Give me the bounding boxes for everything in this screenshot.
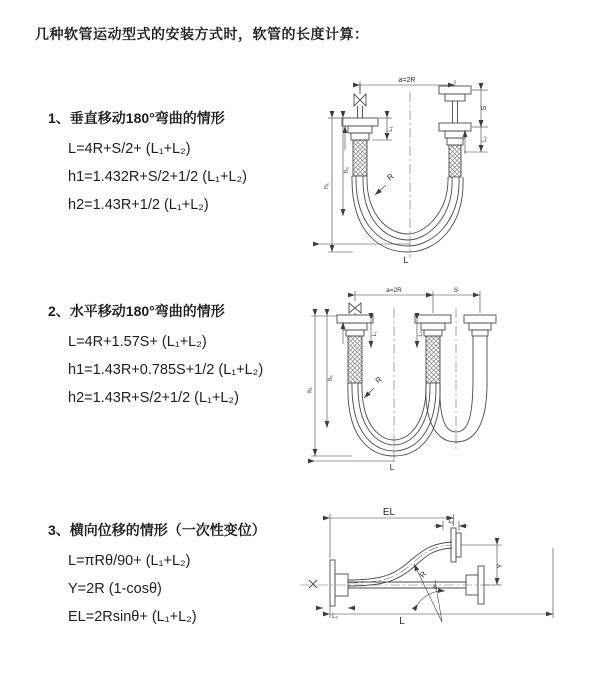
formula-h1: h1=1.432R+S/2+1/2 (L₁+L₂) [68,169,248,185]
angle-label: θ [433,584,437,591]
dim-l1-label: L₁ [448,519,454,525]
hose-assembly [342,84,471,252]
braid-section-left [353,140,367,176]
formula-length: L=πRθ/90+ (L₁+L₂) [68,553,191,569]
length-label: L [399,616,405,627]
dim-el-label: EL [382,507,396,518]
valve-icon [309,580,317,588]
dim-a2r-label: a=2R [398,77,416,84]
dim-h1-label: h₁ [307,387,314,393]
dim-l2-label: L₂ [332,614,338,620]
angle-arc [418,591,445,604]
dimension-lines [316,514,553,618]
radius-label: R [373,374,384,386]
braid-section-right [449,145,461,177]
length-label: L [403,255,409,265]
diagram-horizontal-180 [292,278,600,473]
dimension-lines [311,291,480,461]
valve-icon [354,94,366,106]
section-1-heading: 1、垂直移动180°弯曲的情形 [48,110,225,126]
formula-h2: h2=1.43R+S/2+1/2 (L₁+L₂) [68,390,239,406]
section-horizontal-180 [48,301,313,412]
dim-a2r-label: a=2R [386,287,402,294]
diagram-lateral-displacement [292,490,600,660]
dim-l1-label: L₁ [388,126,394,132]
section-2-heading: 2、水平移动180°弯曲的情形 [48,303,225,319]
formula-length: L=4R+1.57S+ (L₁+L₂) [68,334,207,350]
section-lateral-displacement [48,520,313,631]
dim-h1-label: h₁ [323,183,330,189]
formula-y: Y=2R (1-cosθ) [68,581,162,597]
section-vertical-180 [48,108,313,219]
dim-s-label: S [481,105,488,111]
radius-label: R [385,171,396,183]
dimension-labels [323,77,488,265]
section-3-heading: 3、横向位移的情形（一次性变位） [48,522,266,538]
radius-label: R [417,569,429,580]
formula-length: L=4R+S/2+ (L₁+L₂) [68,141,191,157]
braid-section-left [348,336,362,383]
hose-assembly [337,303,496,456]
dim-l2-label: L₂ [482,136,488,142]
page-title: 几种软管运动型式的安装方式时，软管的长度计算： [35,26,369,42]
dim-l1-label: L₁ [372,331,378,337]
braid-section-middle [426,336,440,383]
dim-h2-label: h₂ [328,375,334,381]
formula-h2: h2=1.43R+1/2 (L₁+L₂) [68,197,209,213]
formula-h1: h1=1.43R+0.785S+1/2 (L₁+L₂) [68,362,264,378]
length-label: L [389,463,395,472]
dim-y-label: Y [497,563,504,569]
valve-icon [349,303,361,313]
diagram-vertical-180 [295,66,600,266]
formula-el: EL=2Rsinθ+ (L₁+L₂) [68,609,197,625]
dimension-lines [320,80,488,252]
dim-s-label: S [453,287,459,294]
dim-l2-label: L₂ [418,331,424,337]
dim-h2-label: h₂ [343,166,350,174]
